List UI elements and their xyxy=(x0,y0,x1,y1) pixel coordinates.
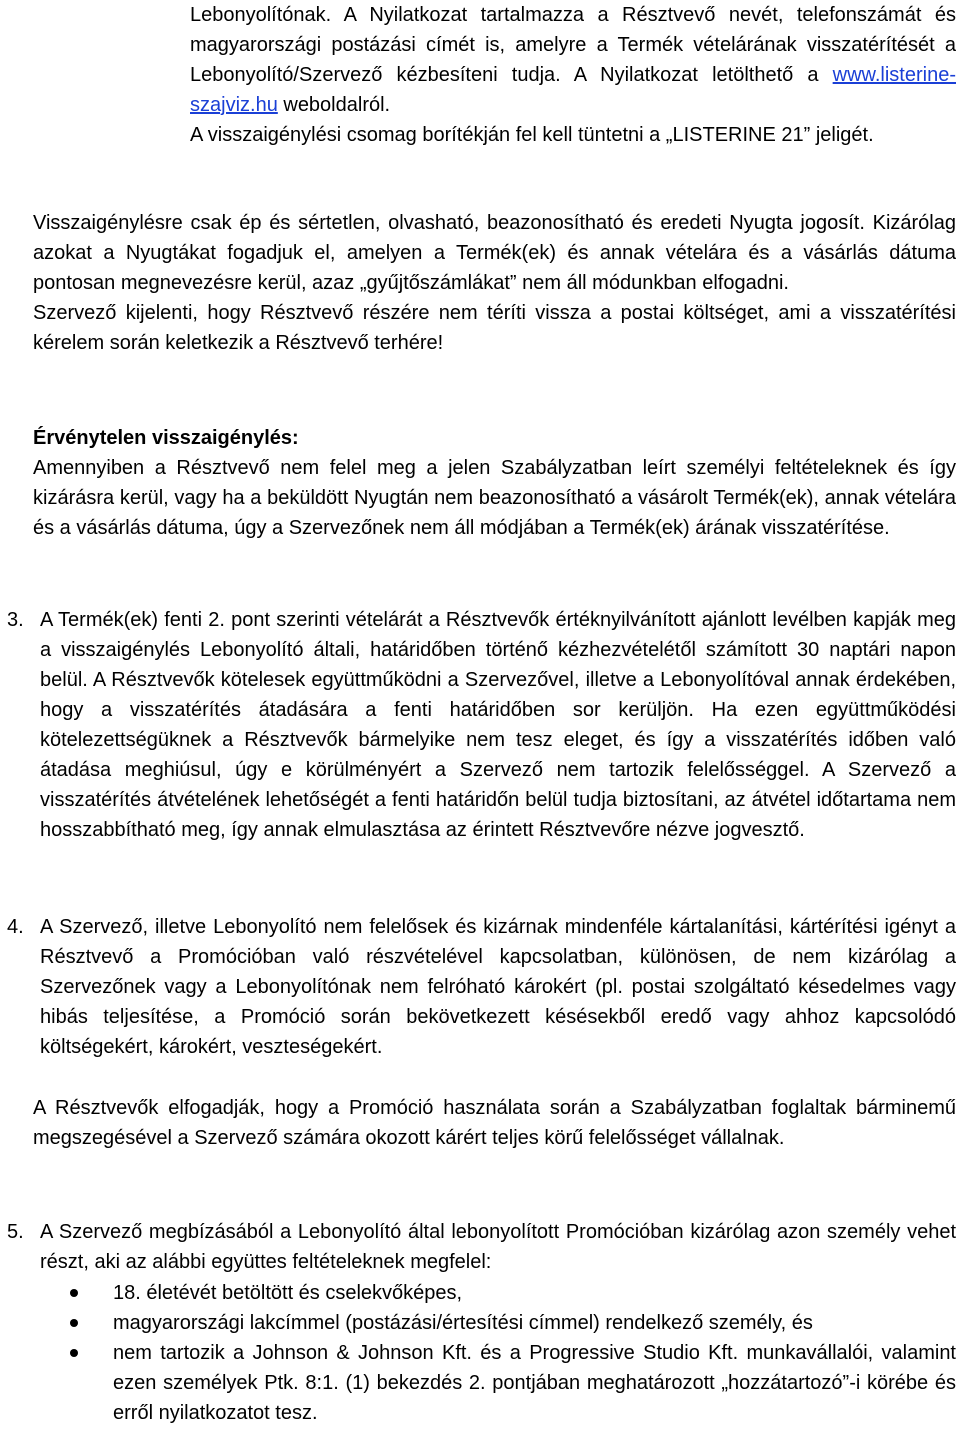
nyilatkozat-text: Lebonyolítónak. A Nyilatkozat tartalmazza a Résztvevő nevét, telefonszámát és magyarországi postázási címét is, amelyre a Termék vételárának visszatérítését a Lebonyolító/Szervező kézbesíteni tudja. A Nyilatkozat letölthető a xyxy=(190,4,956,86)
eligibility-list xyxy=(70,1278,956,1428)
section-5-number: 5. xyxy=(7,1221,24,1243)
list-item: 18. életévét betöltött és cselekvőképes, xyxy=(70,1278,956,1308)
bullet-icon xyxy=(70,1319,78,1327)
envelope-note: A visszaigénylési csomag borítékján fel kell tüntetni a „LISTERINE 21” jeligét. xyxy=(190,124,874,146)
section-5-text: A Szervező megbízásából a Lebonyolító által lebonyolított Promócióban kizárólag azon személy vehet részt, aki az alábbi együttes feltételeknek megfelel: xyxy=(40,1221,956,1273)
nyilatkozat-text-end: weboldalról. xyxy=(277,94,391,116)
acceptance-text: A Résztvevők elfogadják, hogy a Promóció használata során a Szabályzatban foglaltak bárminemű megszegésével a Szervező számára okozott kárért teljes körű felelősséget vállalnak. xyxy=(33,1097,956,1149)
postage-text: Szervező kijelenti, hogy Résztvevő részére nem téríti vissza a postai költséget, ami a visszatérítési kérelem során keletkezik a Résztvevő terhére! xyxy=(33,302,956,354)
acceptance-paragraph xyxy=(33,1093,956,1153)
invalid-claim-text: Amennyiben a Résztvevő nem felel meg a jelen Szabályzatban leírt személyi feltételeknek és így kizárásra kerül, vagy ha a beküldött Nyugtán nem beazonosítható a vásárolt Termék(ek), annak vételára és a vásárlás dátuma, úgy a Szervezőnek nem áll módjában a Termék(ek) árának visszatérítése. xyxy=(33,457,956,539)
section-3-text: A Termék(ek) fenti 2. pont szerinti vételárát a Résztvevők értéknyilvánított ajánlott levélben kapják meg a visszaigénylés Lebonyolító általi, határidőben történő kézhezvételétől számított 30 naptári napon belül. A Résztvevők kötelesek együttműködni a Szervezővel, illetve a Lebonyolítóval annak érdekében, hogy a visszatérítés átadására a fenti határidőben sor kerüljön. Ha ezen együttműködési kötelezettségüknek a Résztvevők bármelyike nem tesz eleget, és így a visszatérítés időben való átadása meghiúsul, úgy e körülményért a Szervező nem tartozik felelősséggel. A Szervező a visszatérítés átvételének lehetőségét a fenti határidőn belül tudja biztosítani, az átvétel időtartama nem hosszabbítható meg, így annak elmulasztása az érintett Résztvevőre nézve jogvesztő. xyxy=(40,609,956,841)
section-3-number: 3. xyxy=(7,609,24,631)
section-4-number: 4. xyxy=(7,916,24,938)
receipt-text: Visszaigénylésre csak ép és sértetlen, olvasható, beazonosítható és eredeti Nyugta jogosít. Kizárólag azokat a Nyugtákat fogadjuk el, amelyen a Termék(ek) és annak vételára és a vásárlás dátuma pontosan megnevezésre kerül, azaz „gyűjtőszámlákat” nem áll módunkban elfogadni. xyxy=(33,212,956,294)
website-link[interactable]: www.listerine-szajviz.hu xyxy=(190,64,956,116)
invalid-claim-section xyxy=(33,423,956,543)
nyilatkozat-paragraph xyxy=(190,0,956,150)
section-4-text: A Szervező, illetve Lebonyolító nem felelősek és kizárnak mindenféle kártalanítási, kártérítési igényt a Résztvevő a Promócióban való részvételével kapcsolatban, különösen, de nem kizárólag a Szervezőnek vagy a Lebonyolítónak nem felróható károkért (pl. postai szolgáltató késedelmes vagy hibás teljesítése, a Promóció során bekövetkezett késésekből eredő vagy ahhoz kapcsolódó költségekért, károkért, veszteségekért. xyxy=(40,916,956,1058)
invalid-claim-heading: Érvénytelen visszaigénylés: xyxy=(33,427,299,449)
list-item: nem tartozik a Johnson & Johnson Kft. és a Progressive Studio Kft. munkavállalói, valamint ezen személyek Ptk. 8:1. (1) bekezdés 2. pontjában meghatározott „hozzátartozó”-i körébe és erről nyilatkozatot tesz. xyxy=(70,1338,956,1428)
bullet-icon xyxy=(70,1289,78,1297)
receipt-paragraph xyxy=(33,208,956,358)
list-item: magyarországi lakcímmel (postázási/értesítési címmel) rendelkező személy, és xyxy=(70,1308,956,1338)
bullet-icon xyxy=(70,1349,78,1357)
